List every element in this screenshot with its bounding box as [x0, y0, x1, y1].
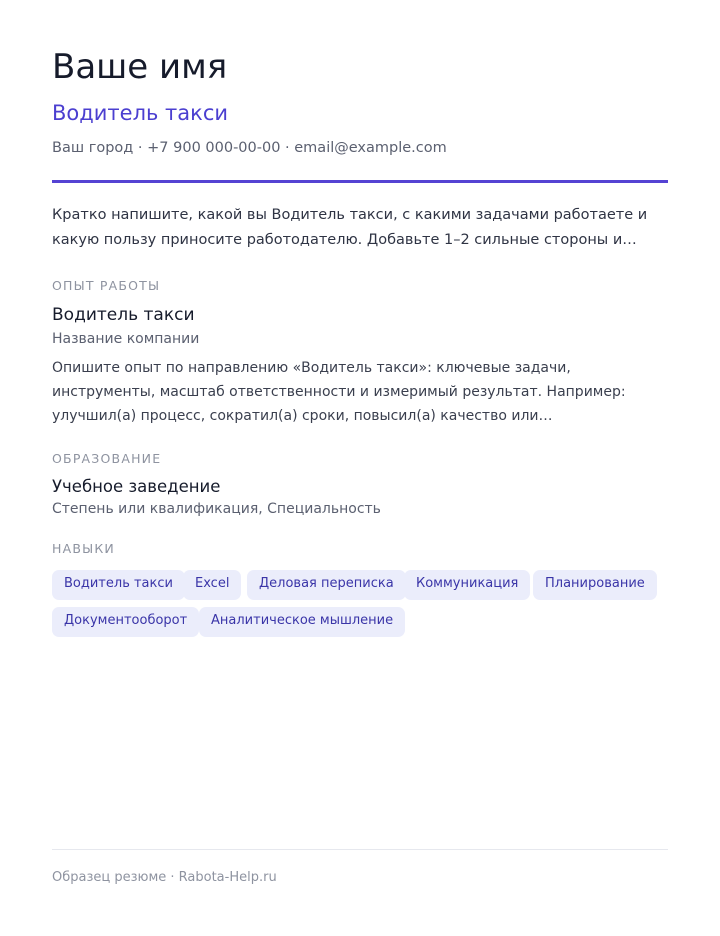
skill-chip: Планирование: [533, 570, 657, 600]
experience-section-title: ОПЫТ РАБОТЫ: [52, 278, 161, 293]
skill-chip: Excel: [183, 570, 241, 600]
job-description: Опишите опыт по направлению «Водитель такси»: ключевые задачи, инструменты, масштаб ответственности и измеримый результат. Например: улучшил(а) процесс, сократил(а) сроки, повысил(а) качество или…: [52, 360, 626, 424]
footer-divider: [52, 849, 668, 850]
job-position: Водитель такси: [52, 305, 195, 325]
resume-page: [52, 0, 668, 936]
candidate-name: Ваше имя: [52, 47, 228, 87]
summary-text: Кратко напишите, какой вы Водитель такси, с какими задачами работаете и какую пользу приносите работодателю. Добавьте 1–2 сильные стороны и…: [52, 207, 648, 248]
skill-chip: Аналитическое мышление: [199, 607, 405, 637]
skill-chip: Коммуникация: [404, 570, 530, 600]
education-section-title: ОБРАЗОВАНИЕ: [52, 451, 162, 466]
header-divider: [52, 180, 668, 183]
skill-chip: Деловая переписка: [247, 570, 406, 600]
contact-line: Ваш город · +7 900 000-00-00 · email@example.com: [52, 140, 447, 156]
education-degree: Степень или квалификация, Специальность: [52, 501, 381, 517]
skill-chip: Водитель такси: [52, 570, 185, 600]
footer-text: Образец резюме · Rabota-Help.ru: [52, 870, 277, 885]
skill-chip: Документооборот: [52, 607, 199, 637]
education-school: Учебное заведение: [52, 477, 221, 496]
candidate-role: Водитель такси: [52, 101, 229, 125]
skills-section-title: НАВЫКИ: [52, 541, 115, 556]
job-company: Название компании: [52, 331, 200, 347]
